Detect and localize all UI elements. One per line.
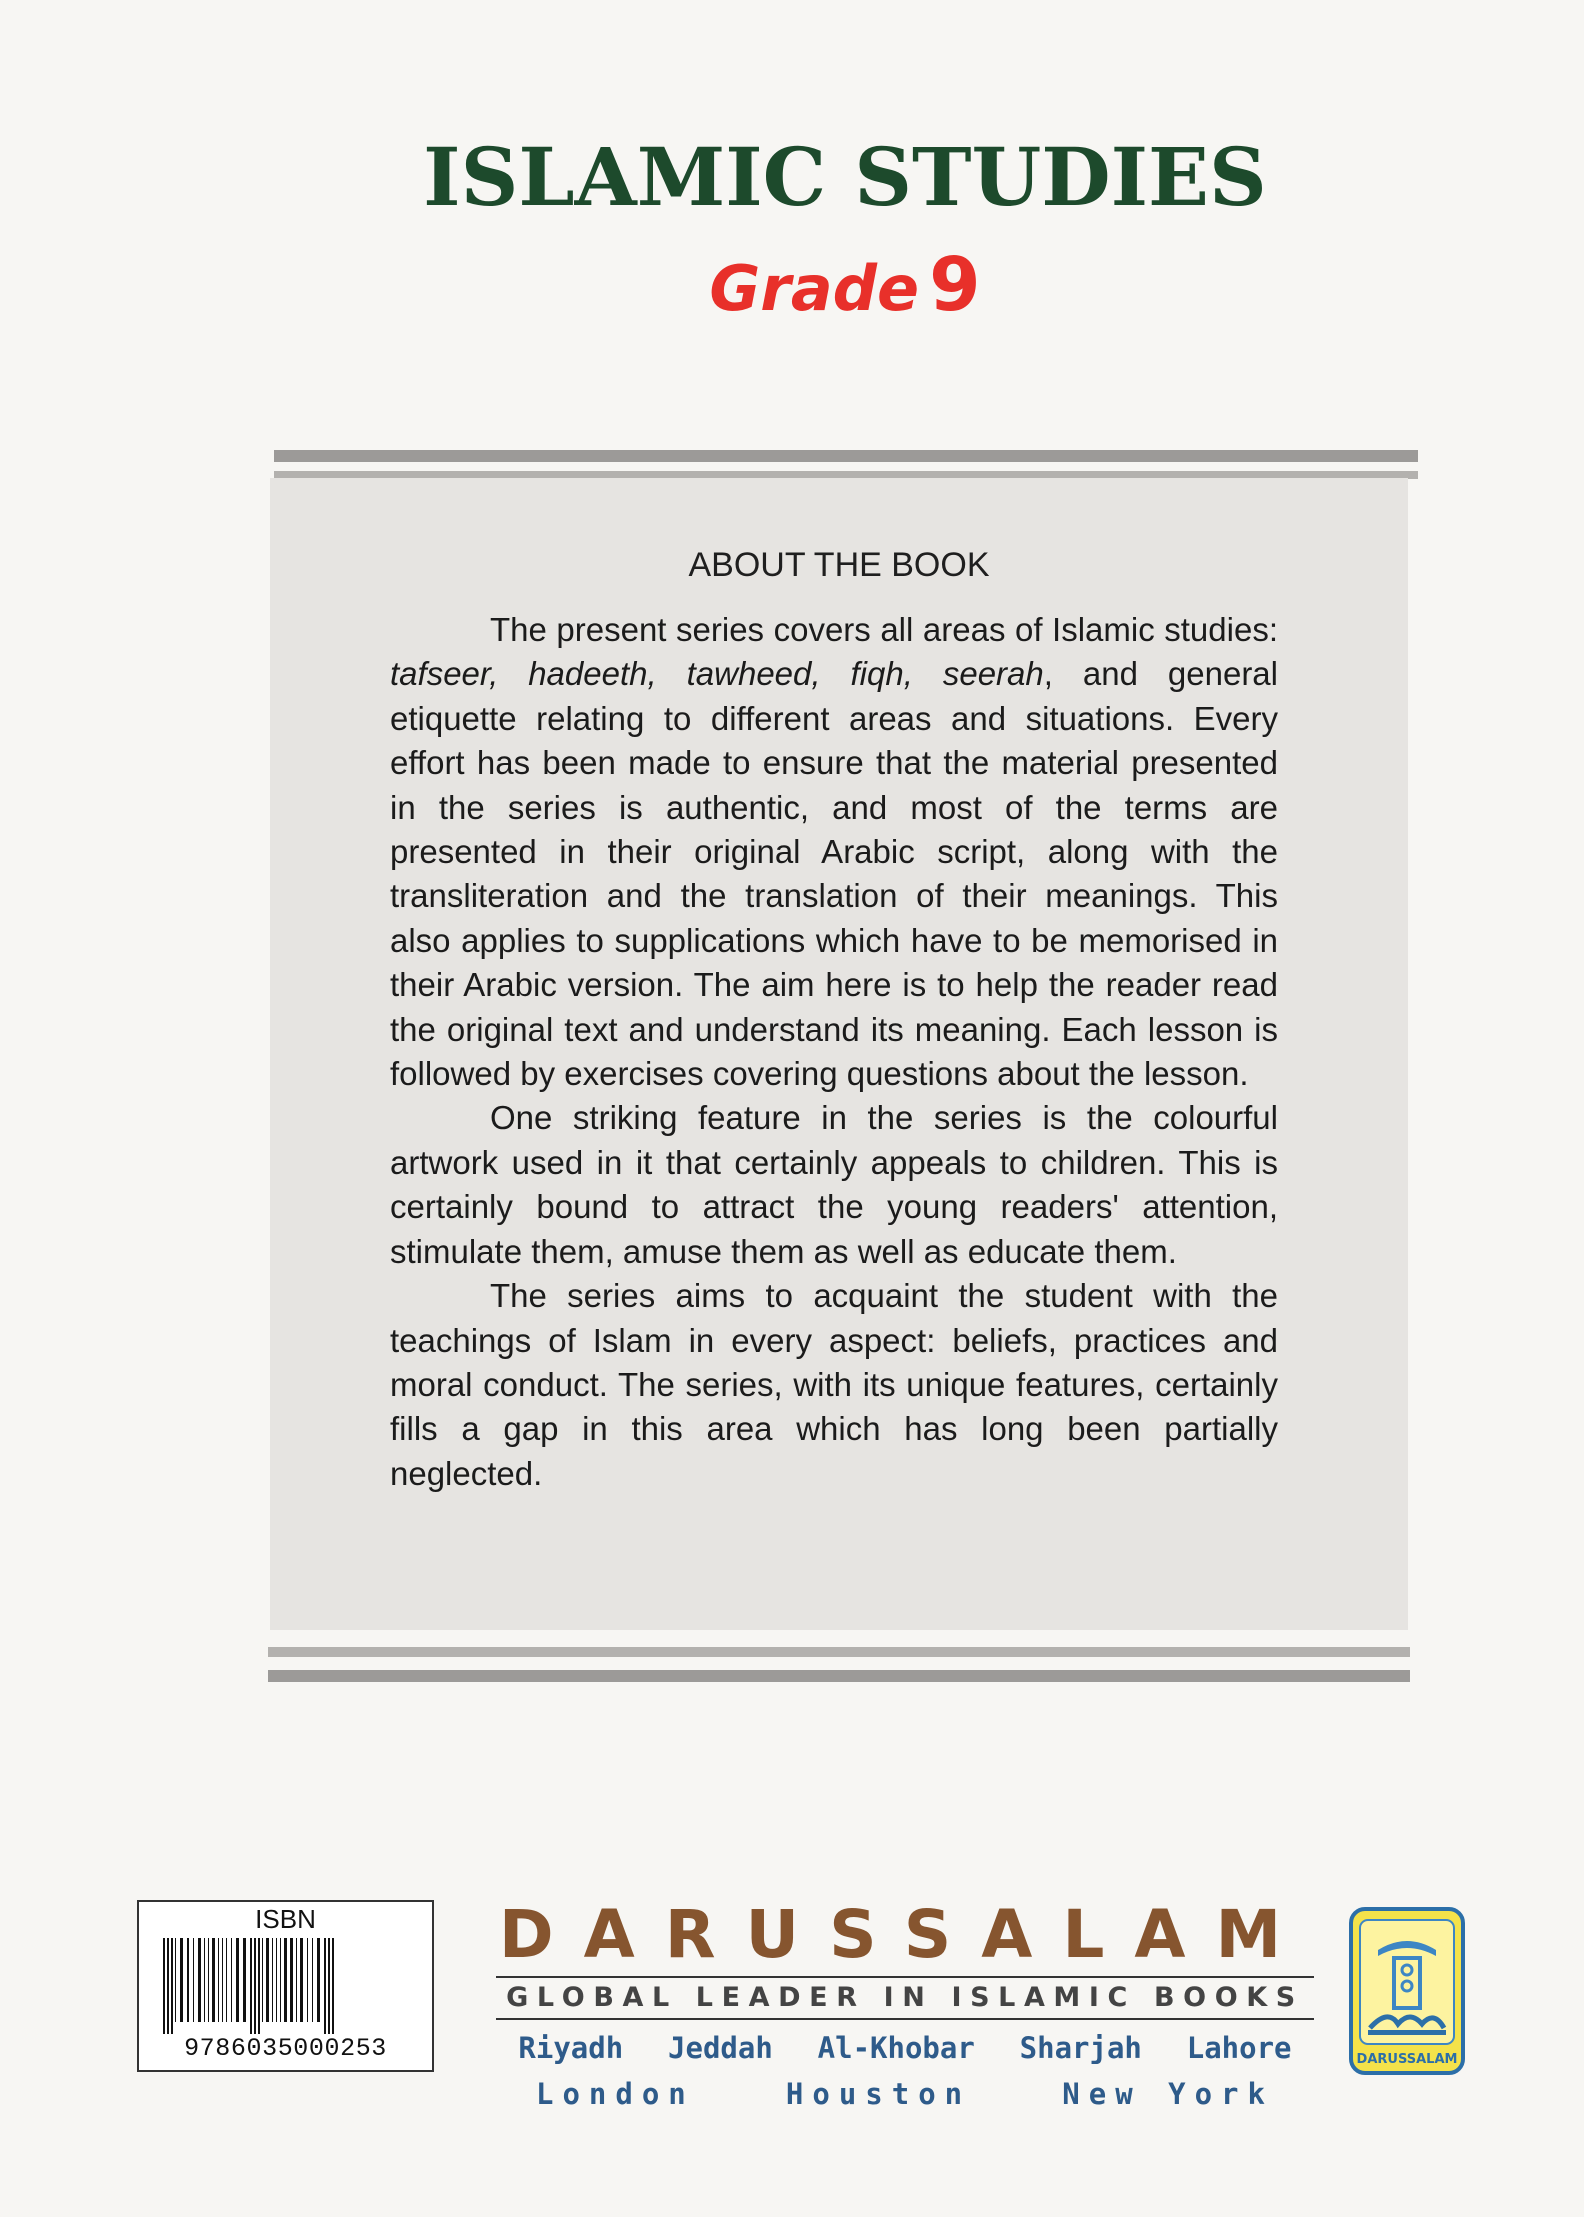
logo-text: DARUSSALAM [1356, 2052, 1458, 2067]
barcode-bar [231, 1938, 232, 2022]
darussalam-logo-icon [1348, 1906, 1466, 2076]
city: London [536, 2077, 695, 2111]
city: Jeddah [668, 2031, 773, 2065]
publisher-block [496, 1896, 1314, 2112]
publisher-name: DARUSSALAM [498, 1896, 1312, 1973]
city: Riyadh [518, 2031, 624, 2065]
city: New York [1062, 2077, 1274, 2111]
barcode-bar [290, 1938, 293, 2022]
barcode-bar [332, 1938, 334, 2034]
barcode-bar [236, 1938, 239, 2022]
city: Al-Khobar [817, 2031, 975, 2065]
city: Sharjah [1019, 2031, 1142, 2065]
isbn-label: ISBN [255, 1904, 316, 1934]
barcode-bar [208, 1938, 209, 2022]
barcode-bar [226, 1938, 227, 2022]
barcode-bar [317, 1938, 320, 2022]
barcode-bar [175, 1938, 176, 2022]
about-heading: ABOUT THE BOOK [688, 546, 990, 584]
city: Lahore [1186, 2031, 1292, 2065]
panel-top-bar [274, 450, 1418, 462]
about-panel [270, 478, 1408, 1630]
isbn-barcode-box [137, 1900, 434, 2072]
barcode-bar [312, 1938, 313, 2022]
barcode-bar [222, 1938, 223, 2022]
city: Houston [785, 2077, 972, 2111]
about-body [390, 608, 1278, 1496]
barcode-bar [272, 1938, 273, 2022]
barcode-bar [171, 1938, 173, 2034]
cities-row-1 [496, 2030, 1314, 2066]
barcode-bar [212, 1938, 215, 2022]
barcode-bar [276, 1938, 277, 2022]
barcode-bar [258, 1938, 260, 2034]
barcode-bar [167, 1938, 169, 2034]
panel-bottom-bar [268, 1647, 1410, 1657]
barcode-bar [250, 1938, 252, 2034]
isbn-number: 9786035000253 [184, 2034, 387, 2063]
publisher-tagline: GLOBAL LEADER IN ISLAMIC BOOKS [496, 1976, 1314, 2020]
grade-word: Grade [709, 252, 920, 325]
barcode-bar [262, 1938, 263, 2022]
barcode-bar [187, 1938, 189, 2022]
barcode-bar [198, 1938, 201, 2022]
grade-label [0, 242, 1584, 328]
barcode-bar [266, 1938, 269, 2022]
about-paragraph-2: One striking feature in the series is the colourful artwork used in it that certainly appeals to children. This is certainly bound to attract the young readers' attention, stimulate them, amuse them as well as educate them. [390, 1099, 1278, 1270]
barcode-bar [300, 1938, 303, 2022]
about-paragraph-3: The series aims to acquaint the student with the teachings of Islam in every aspect: beliefs, practices and moral conduct. The series, with its unique features, certainly fills a gap in this area which has long been partially neglected. [390, 1277, 1278, 1492]
barcode-bar [307, 1938, 308, 2022]
barcode-bar [163, 1938, 165, 2034]
barcode-bar [296, 1938, 297, 2022]
barcode-bar [324, 1938, 326, 2034]
barcode-bar [243, 1938, 246, 2022]
barcode-icon [161, 1938, 411, 2034]
barcode-bar [204, 1938, 205, 2022]
islamic-terms: tafseer, hadeeth, tawheed, fiqh, seerah [390, 655, 1044, 693]
barcode-bar [280, 1938, 281, 2022]
barcode-bar [254, 1938, 256, 2034]
barcode-bar [328, 1938, 330, 2034]
barcode-bar [180, 1938, 183, 2022]
cities-row-2 [496, 2076, 1314, 2112]
barcode-bar [284, 1938, 287, 2022]
about-paragraph-1: The present series covers all areas of Islamic studies: tafseer, hadeeth, tawheed, fiqh, seerah, and general etiquette relating to different areas and situations. Every effort has been made to ensure that the material presented in the series is authentic, and most of the terms are presented in their original Arabic script, along with the transliteration and the translation of their meanings. This also applies to supplications which have to be memorised in their Arabic version. The aim here is to help the reader read the original text and understand its meaning. Each lesson is followed by exercises covering questions about the lesson. [390, 611, 1278, 1093]
book-title: ISLAMIC STUDIES [423, 130, 1267, 224]
barcode-bar [193, 1938, 194, 2022]
grade-number: 9 [929, 242, 981, 328]
barcode-bar [218, 1938, 219, 2022]
panel-bottom-bar-2 [268, 1670, 1410, 1682]
